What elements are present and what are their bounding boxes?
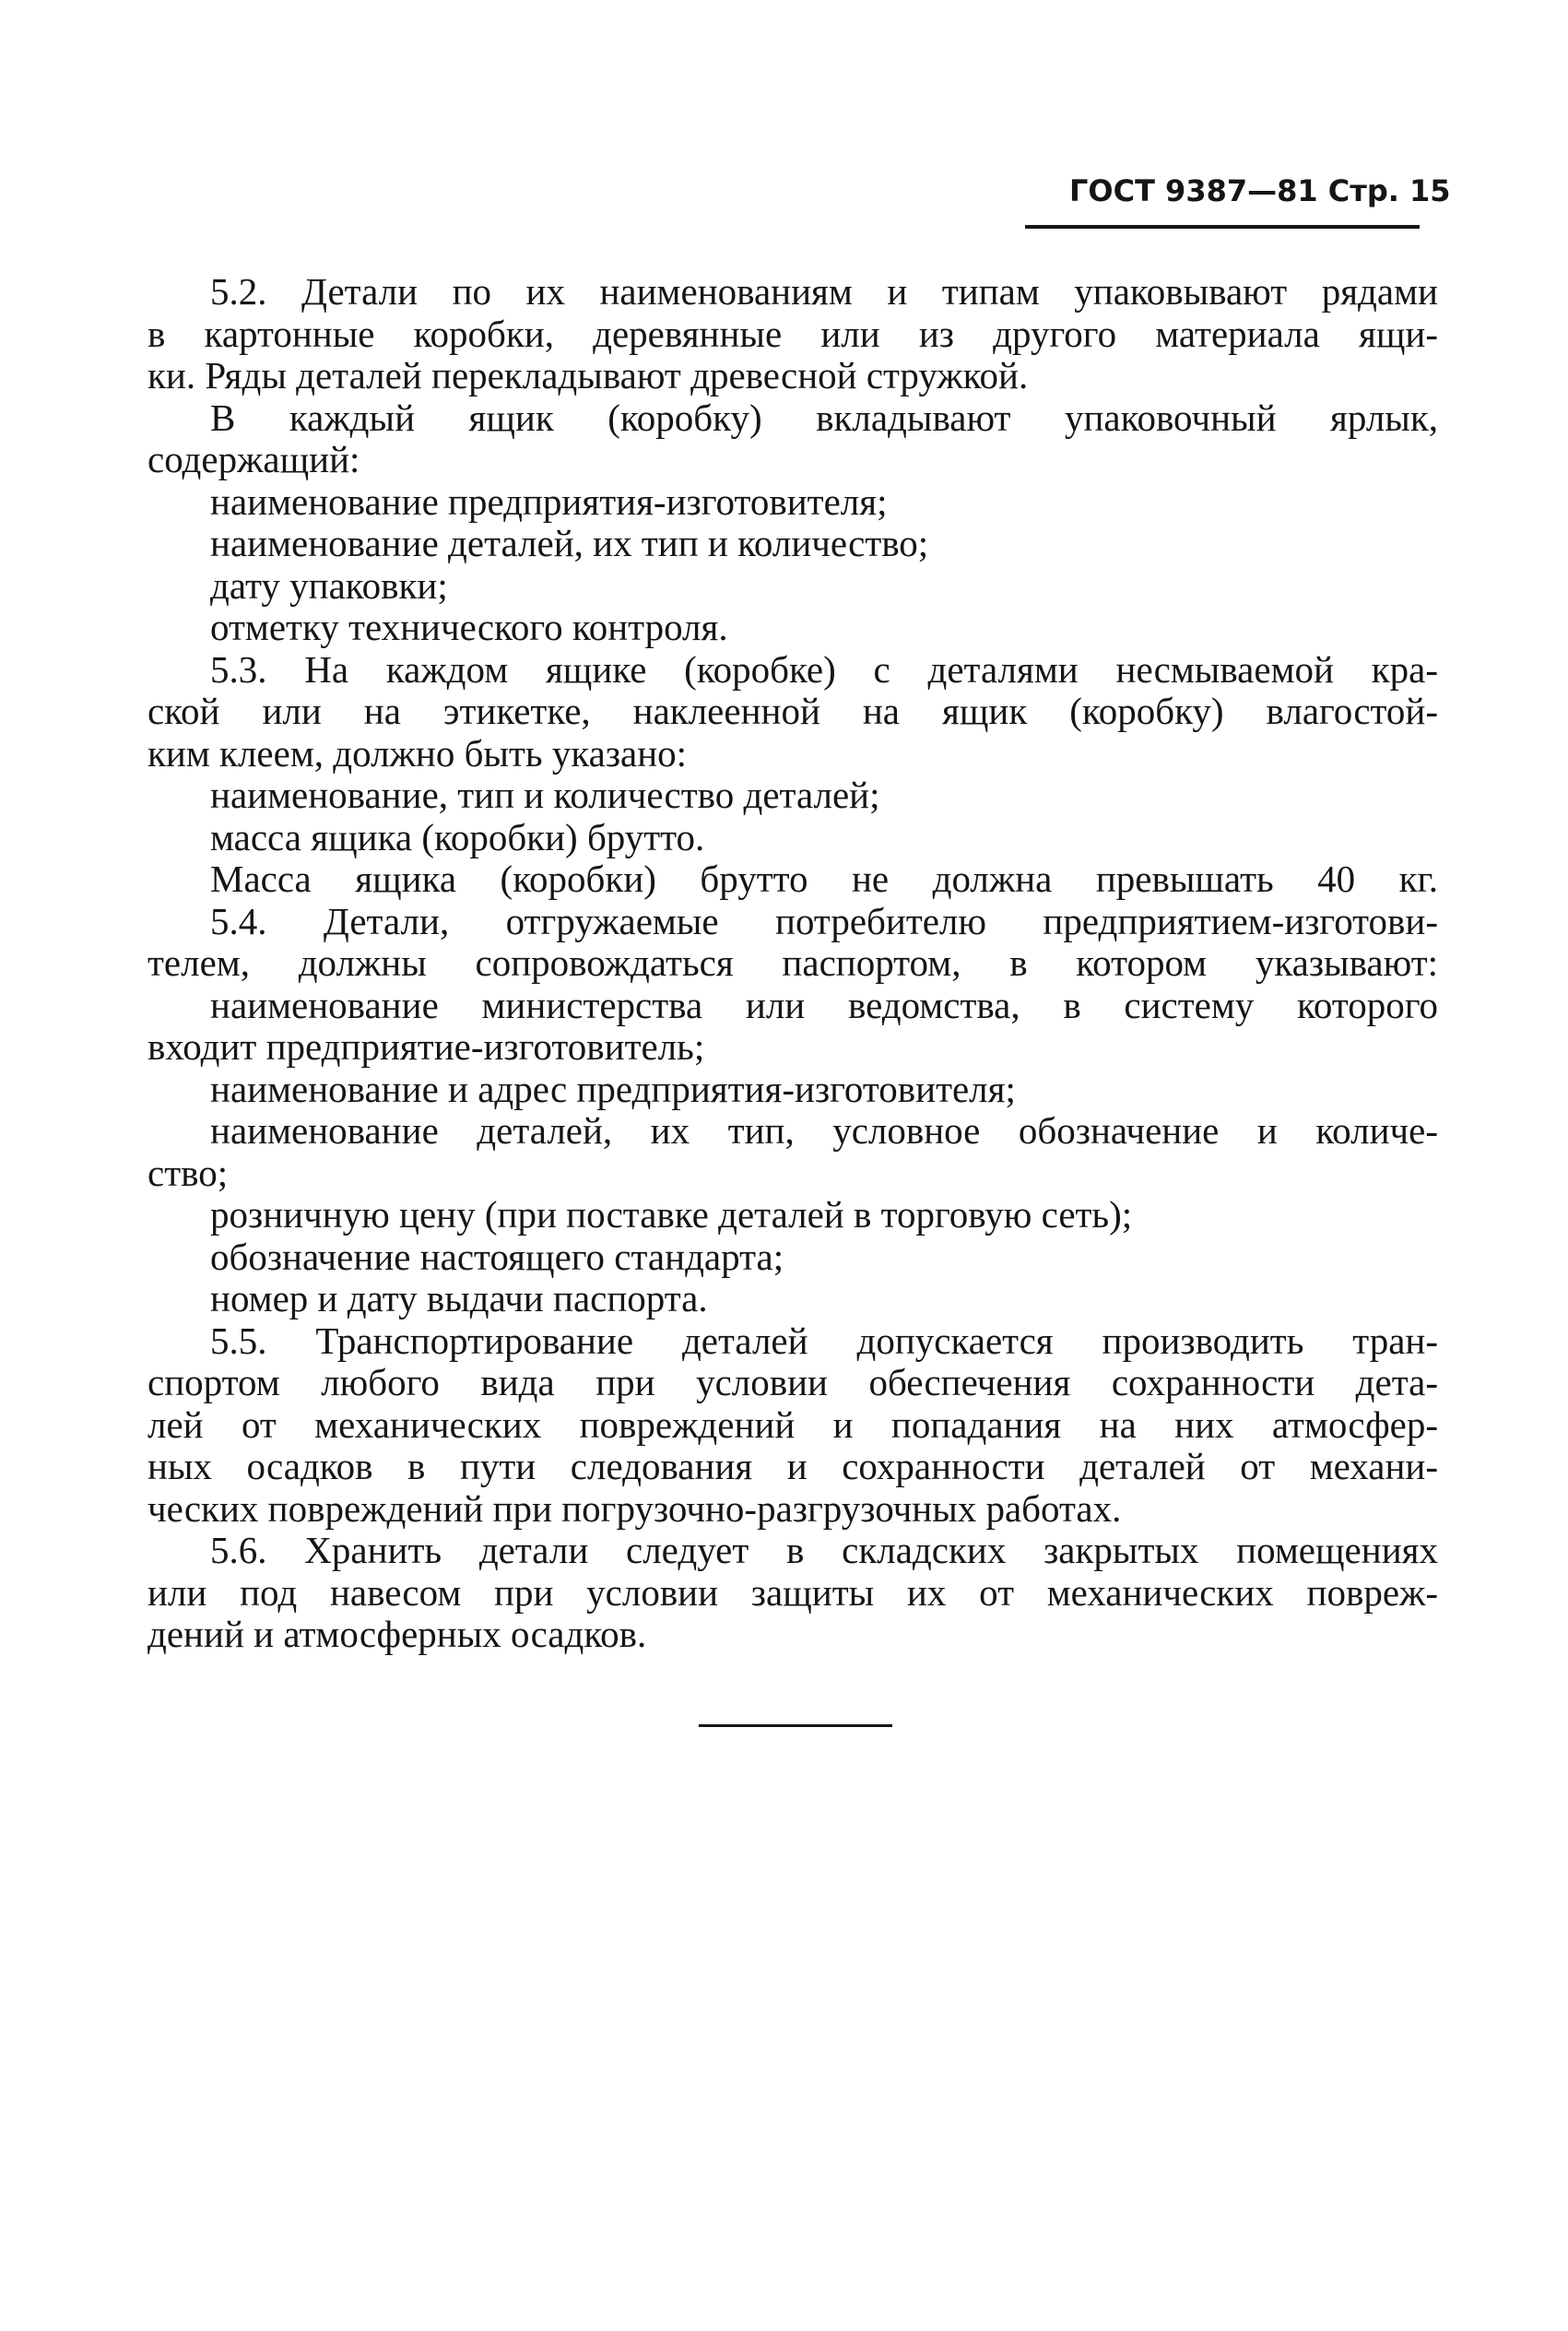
text-line: обозначение настоящего стандарта;	[210, 1235, 784, 1278]
text-line: ческих повреждений при погрузочно-разгрузочных работах.	[147, 1486, 1122, 1530]
text-line: номер и дату выдачи паспорта.	[210, 1277, 708, 1319]
text-line: 5.4. Детали, отгружаемые потребителю предприятием-изготови-	[210, 899, 1438, 942]
text-line: наименование и адрес предприятия-изготовителя;	[210, 1067, 1016, 1110]
text-line: ким клеем, должно быть указано:	[147, 731, 688, 775]
text-line: 5.2. Детали по их наименованиям и типам упаковывают рядами	[210, 270, 1438, 313]
header-divider	[1025, 225, 1420, 229]
text-line: ской или на этикетке, наклеенной на ящик (коробку) влагостой-	[147, 690, 1438, 732]
section-end-divider	[699, 1724, 892, 1727]
text-line: 5.6. Хранить детали следует в складских закрытых помещениях	[210, 1529, 1438, 1571]
text-line: в картонные коробки, деревянные или из другого материала ящи-	[147, 312, 1438, 355]
text-line: спортом любого вида при условии обеспечения сохранности дета-	[147, 1361, 1438, 1403]
page-header	[0, 0, 1568, 240]
text-line: В каждый ящик (коробку) вкладывают упаковочный ярлык,	[210, 396, 1438, 439]
text-line: содержащий:	[147, 438, 360, 480]
text-line: дений и атмосферных осадков.	[147, 1613, 647, 1655]
text-line: масса ящика (коробки) брутто.	[210, 815, 705, 858]
text-line: ки. Ряды деталей перекладывают древесной стружкой.	[147, 354, 1029, 396]
text-line: дату упаковки;	[210, 563, 448, 607]
text-line: наименование предприятия-изготовителя;	[210, 479, 888, 523]
text-line: наименование деталей, их тип, условное обозначение и количе-	[210, 1109, 1438, 1152]
standard-page-header: ГОСТ 9387—81 Стр. 15	[1069, 173, 1451, 208]
text-line: наименование министерства или ведомства, в систему которого	[210, 983, 1438, 1026]
text-line: телем, должны сопровождаться паспортом, в котором указывают:	[147, 941, 1438, 984]
text-line: или под навесом при условии защиты их от механических повреж-	[147, 1570, 1438, 1614]
text-line: наименование деталей, их тип и количество;	[210, 522, 929, 564]
text-line: ство;	[147, 1151, 229, 1194]
document-body	[147, 271, 1438, 1656]
text-line: 5.5. Транспортирование деталей допускается производить тран-	[210, 1319, 1438, 1362]
text-line: наименование, тип и количество деталей;	[210, 774, 880, 816]
text-line: лей от механических повреждений и попадания на них атмосфер-	[147, 1402, 1438, 1446]
text-line: ных осадков в пути следования и сохранности деталей от механи-	[147, 1445, 1438, 1487]
text-line: отметку технического контроля.	[210, 606, 728, 648]
text-line: Масса ящика (коробки) брутто не должна превышать 40 кг.	[210, 858, 1438, 900]
text-line: входит предприятие-изготовитель;	[147, 1025, 705, 1068]
text-line: 5.3. На каждом ящике (коробке) с деталями несмываемой кра-	[210, 647, 1438, 691]
text-line: розничную цену (при поставке деталей в торговую сеть);	[210, 1193, 1133, 1236]
